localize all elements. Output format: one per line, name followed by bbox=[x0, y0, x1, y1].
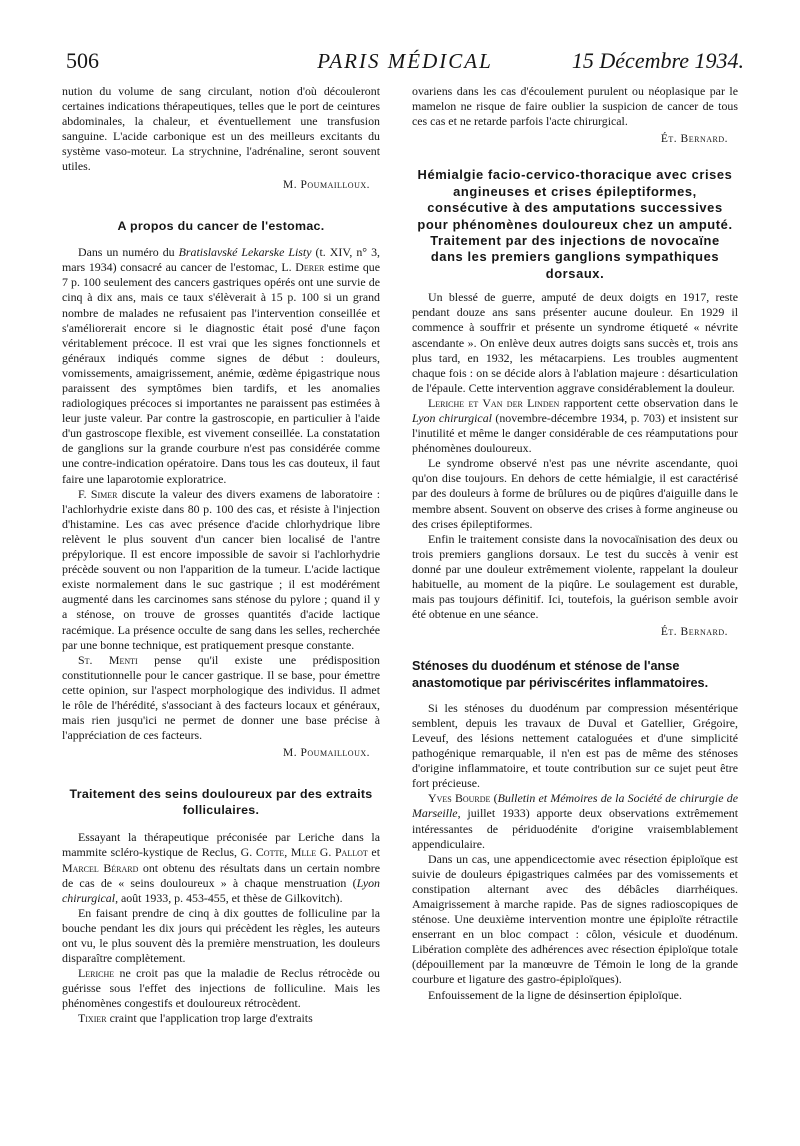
article-paragraph: Un blessé de guerre, amputé de deux doigts en 1917, reste pendant douze ans sans présenter aucune douleur. En 1929 il commence à souffrir et présente un syndrome étiqueté « névrite ascendante ». On enlève deux autres doigts sans succès et, trois ans plus tard, en 1932, les métacarpiens. Les troubles augmentent chaque fois : on se décide alors à l'ablation majeure : désarticulation de l'épaule. Cette intervention aggrave considérablement la douleur. bbox=[412, 290, 738, 395]
journal-name: Lyon chirurgical bbox=[62, 875, 380, 905]
author-name: Marcel Bérard bbox=[62, 860, 139, 875]
article-paragraph: Leriche et Van der Linden rapportent cette observation dans le Lyon chirurgical (novembre-décembre 1934, p. 703) et insistent sur l'inutilité et même le danger considérable de ces réamputations pour phénomènes douloureux. bbox=[412, 395, 739, 456]
article-paragraph: Essayant la thérapeutique préconisée par Leriche dans la mammite scléro-kystique de Reclus, G. Cotte, Mlle G. Pallot et Marcel Bérard ont obtenu des résultats dans un certain nombre de cas de « seins douloureux » à chaque menstruation (Lyon chirurgical, août 1933, p. 453-455, et thèse de Gilkovitch). bbox=[62, 830, 381, 905]
author-name: Leriche et Van der Linden bbox=[428, 395, 560, 410]
article-paragraph: Enfin le traitement consiste dans la novocaïnisation des deux ou trois premiers ganglions dorsaux. Le test du succès à venir est donné par une douleur extrêmement violente, rappelant la douleur habituelle, au moment de la piqûre. Le soulagement est durable, mais pas toujours définitif. Ici, toutefois, la guérison semble avoir été obtenue en une séance. bbox=[412, 531, 738, 622]
author-signature: Ét. Bernard. bbox=[660, 626, 728, 639]
author-name: Leriche bbox=[78, 966, 115, 981]
author-name: Tixier bbox=[78, 1011, 107, 1026]
author-name: Mlle G. Pallot bbox=[290, 845, 368, 860]
journal-name: Bulletin et Mémoires de la Société de chirurgie de Marseille bbox=[412, 791, 738, 821]
author-name: F. Simer bbox=[78, 486, 118, 501]
author-name: G. Cotte bbox=[240, 845, 285, 860]
author-signature: Ét. Bernard. bbox=[660, 133, 728, 146]
author-signature: M. Poumailloux. bbox=[283, 747, 370, 760]
journal-title: PARIS MÉDICAL bbox=[317, 49, 493, 73]
article-title-painful-breasts: Traitement des seins douloureux par des extraits folliculaires. bbox=[69, 787, 373, 817]
article-paragraph: Leriche ne croit pas que la maladie de Reclus rétrocède ou guérisse sous l'effet des injections de folliculine. Mais les phénomènes congestifs et douloureux rétrocèdent. bbox=[62, 966, 380, 1011]
article-paragraph: En faisant prendre de cinq à dix gouttes de folliculine par la bouche pendant les dix jours qui précèdent les règles, les auteurs ont vu, le plus souvent dès la première menstruation, les douleurs disparaître complètement. bbox=[62, 905, 380, 966]
journal-name: Lyon chirurgical bbox=[412, 410, 492, 425]
article-paragraph: Dans un cas, une appendicectomie avec résection épiploïque est suivie de douleurs épigastriques calmées par des vomissements et constipation alternant avec des débâcles diarrhéiques. Amaigrissement à marche rapide. Pas de signes radioscopiques de sténose. Une deuxième intervention montre une épiploïte rétractile enserrant en un bloc compact : côlon, vésicule et duodénum. Libération complète des adhérences avec résection épiploïque totale (dépouillement par la manœuvre de Témoin le long de la grande courbure et ligature des gastro-épiploïques). bbox=[412, 851, 738, 987]
article-title-stomach-cancer: A propos du cancer de l'estomac. bbox=[117, 218, 325, 233]
continued-paragraph: ovariens dans les cas d'écoulement purulent ou néoplasique par le mamelon ne risque de faire oublier la suspicion de cancer de tous ces cas et ne retarde parfois l'acte chirurgical. bbox=[412, 84, 738, 129]
article-paragraph: Le syndrome observé n'est pas une névrite ascendante, quoi qu'on dise toujours. En dehors de cette hémialgie, il est caractérisé par des douleurs à forme de brûlures ou de piqûres d'aiguille dans le membre absent. Souvent on observe des crises à forme angineuse ou des crises épileptiformes. bbox=[412, 456, 738, 531]
author-name: Yves Bourde bbox=[428, 791, 491, 806]
running-header bbox=[66, 44, 744, 78]
article-paragraph: Enfouissement de la ligne de désinsertion épiploïque. bbox=[428, 987, 682, 1002]
article-paragraph: St. Menti pense qu'il existe une prédisposition constitutionnelle pour le cancer gastrique. Il se base, pour émettre cette opinion, sur l'aspect morphologique des individus. Il admet le rôle de l'hérédité, s'associant à des facteurs locaux et généraux, mais rien jusqu'ici ne permet de donner une base précise à l'appréciation de ces facteurs. bbox=[62, 652, 380, 743]
right-column bbox=[412, 84, 738, 1003]
article-title-hemialgia: Hémialgie facio-cervico-thoracique avec crises angineuses et crises épileptiformes, consécutive à des amputations successives pour phénomènes douloureux chez un amputé. Traitement par des injections de novocaïne dans les premiers ganglions sympathiques dorsaux. bbox=[417, 167, 733, 281]
continued-paragraph: nution du volume de sang circulant, notion d'où découleront certaines indications thérapeutiques, telles que le port de ceintures abdominales, la chaleur, et éventuellement une transfusion sanguine. L'acide carbonique est un des meilleurs excitants du système vaso-moteur. La strychnine, l'adrénaline, seront souvent utiles. bbox=[62, 84, 380, 174]
article-paragraph: Tixier craint que l'application trop large d'extraits bbox=[78, 1011, 313, 1026]
issue-date: 15 Décembre 1934. bbox=[571, 48, 744, 73]
author-name: St. Menti bbox=[78, 652, 138, 667]
page-number: 506 bbox=[66, 48, 99, 73]
article-paragraph: Si les sténoses du duodénum par compression mésentérique semblent, depuis les travaux de Duval et Gatellier, Grégoire, Leveuf, des lésions nettement cataloguées et d'une simplicité pathogénique remarquable, il n'en est pas de même des sténoses d'origine inflammatoire, et toute contribution sur ce sujet peut être fort précieuse. bbox=[412, 700, 738, 791]
article-paragraph: F. Simer discute la valeur des divers examens de laboratoire : l'achlorhydrie existe dans 80 p. 100 des cas, et résiste à l'injection d'histamine. Les cas avec présence d'acide chlorhydrique libre relèvent le plus souvent d'un cancer bien localisé de l'antre prépylorique. Il est encore impossible de savoir si l'achlorhydrie précède souvent ou non l'apparition de la tumeur. L'acide lactique existe normalement dans le suc gastrique ; il est modérément augmenté dans les carcinomes sans sténose du pylore ; quand il y a sténose, on trouve de grosses quantités d'acide lactique racémique. La présence occulte de sang dans les selles, recherchée par une bonne technique, est pratiquement presque constante. bbox=[62, 486, 381, 652]
article-paragraph: Yves Bourde (Bulletin et Mémoires de la Société de chirurgie de Marseille, juillet 1933) apporte deux observations extrêmement intéressantes de périduodénite d'origine vraisemblablement appendiculaire. bbox=[412, 791, 738, 851]
author-name: L. Derer bbox=[281, 260, 325, 275]
article-title-duodenal-stenosis: Sténoses du duodénum et sténose de l'anse anastomotique par périviscérites inflammatoires. bbox=[412, 659, 709, 690]
left-column bbox=[62, 84, 380, 1027]
author-signature: M. Poumailloux. bbox=[283, 178, 370, 191]
journal-name: Bratislavské Lekarske Listy bbox=[178, 245, 312, 260]
article-paragraph: Dans un numéro du Bratislavské Lekarske Listy (t. XIV, n° 3, mars 1934) consacré au cancer de l'estomac, L. Derer estime que 7 p. 100 seulement des cancers gastriques opérés ont une survie de cinq à dix ans, mais ce taux s'élèverait à 15 p. 100 si un grand nombre de malades ne refusaient pas l'intervention conseillée et s'améliorerait encore si le diagnostic était posé d'une façon véritablement précoce. Il est vrai que les signes fonctionnels et généraux indiqués comme signes de début : douleurs, vomissements, amaigrissement, anémie, œdème épigastrique nous paraissent des symptômes bien tardifs, et les anomalies radiologiques précoces si importantes ne paraissent pas estimées à leur juste valeur. Par contre la gastroscopie, en particulier à l'aide d'un gastroscope flexible, est vivement conseillée. La constatation de ganglions sur la grande courbure n'est pas considérée comme une contre-indication opératoire. Dans tous les cas douteux, il faut faire une laparotomie exploratrice. bbox=[62, 245, 380, 486]
